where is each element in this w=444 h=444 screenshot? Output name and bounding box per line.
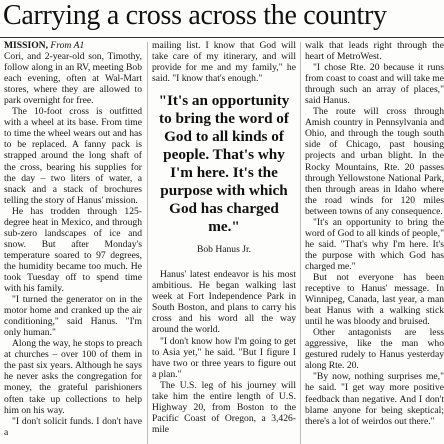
body-paragraph: The route will cross through Amish country in Pennsylvania and Ohio, and through the tough south side of Chicago, past housing projects and urban blight. In the Rocky Mountains, Rte. 20 passes through Yellowstone National Park, then through areas in Idaho where the road winds for 120 miles between towns of any consequence.	[305, 106, 444, 217]
body-paragraph: Along the way, he stops to preach at churches – over 100 of them in the past six years. Although he says he never asks the congregation for money, the grateful parishioners often take up collections to help him on his way.	[4, 338, 142, 416]
body-paragraph: But not everyone has been receptive to Hanus' message. In Winnipeg, Canada, last year, a man beat Hanus with a walking stick until he was bloody and bruised.	[305, 271, 444, 328]
body-paragraph: Cori, and 2-year-old son, Timothy, follow along in an RV, meeting Bob each evening, often at Wal-Mart stores, where they are allowed to park overnight for free.	[4, 51, 142, 107]
column-separator	[300, 42, 301, 444]
body-paragraph: Hanus' latest endeavor is his most ambitious. He began walking last week at Fort Independence Park in South Boston, and plans to carry his cross and his word all the way around the world.	[152, 269, 296, 336]
pull-quote	[152, 92, 296, 255]
body-paragraph: walk that leads right through the heart of MetroWest.	[305, 40, 444, 63]
body-paragraph: The 10-foot cross is outfitted with a wheel at its base. From time to time the wheel wears out and has to be replaced. A fanny pack is strapped around the long shaft of the cross, bearing his supplies for the day – two liters of water, a snack and a stack of brochures telling the story of Hanus' mission.	[4, 106, 142, 206]
body-paragraph: Other antagonists are less aggressive, like the man who gestured rudely to Hanus yesterday along Rte. 20.	[305, 327, 444, 372]
body-paragraph: He has trodden through 125-degree heat in Mexico, and through sub-zero landscapes of ice and snow. But after Monday's temperature soared to 97 degrees, the humidity became too much. He took Tuesday off to spend time with his family.	[4, 205, 142, 295]
body-paragraph: "I don't solicit funds. I don't have a	[4, 415, 142, 438]
article-column-2	[152, 40, 296, 444]
body-paragraph: "I don't know how I'm going to get to Asia yet," he said. "But I figure I have two or three years to figure out a plan."	[152, 335, 296, 380]
body-paragraph: "I turned the generator on in the motor home and cranked up the air conditioning," said Hanus. "I'm only human."	[4, 294, 142, 339]
dateline: MISSION,	[4, 40, 48, 51]
article-column-3	[305, 40, 444, 444]
dateline-paragraph	[4, 40, 142, 51]
headline: Carrying a cross across the country	[3, 0, 387, 31]
body-paragraph: "It's an opportunity to bring the word of God to all kinds of people," he said. "That's why I'm here. It's the purpose with which God has charged me."	[305, 216, 444, 272]
body-paragraph: The U.S. leg of his journey will take him the entire length of U.S. Highway 20, from Boston to the Pacific Coast of Oregon, a 3,426-mile	[152, 379, 296, 435]
article-column-1	[4, 40, 142, 444]
column-separator	[147, 42, 148, 444]
dateline-source: From A1	[50, 40, 85, 51]
body-paragraph: mailing list. I know that God will take care of my itinerary, and will provide for me and my family," he said. "I know that's enough."	[152, 40, 296, 85]
body-paragraph: "By now, nothing surprises me," he said. "I get way more positive feedback than negative. And I don't blame anyone for being skeptical; there's a lot of weirdos out there."	[305, 371, 444, 427]
headline-rule	[0, 37, 444, 38]
pull-quote-attribution: Bob Hanus Jr.	[196, 244, 252, 256]
pull-quote-text: "It's an opportunity to bring the word of God to all kinds of people. That's why I'm here. It's the purpose with which God has charged me."	[158, 92, 290, 236]
body-paragraph: "I chose Rte. 20 because it runs from coast to coast and will take me through such an array of places," said Hanus.	[305, 62, 444, 107]
